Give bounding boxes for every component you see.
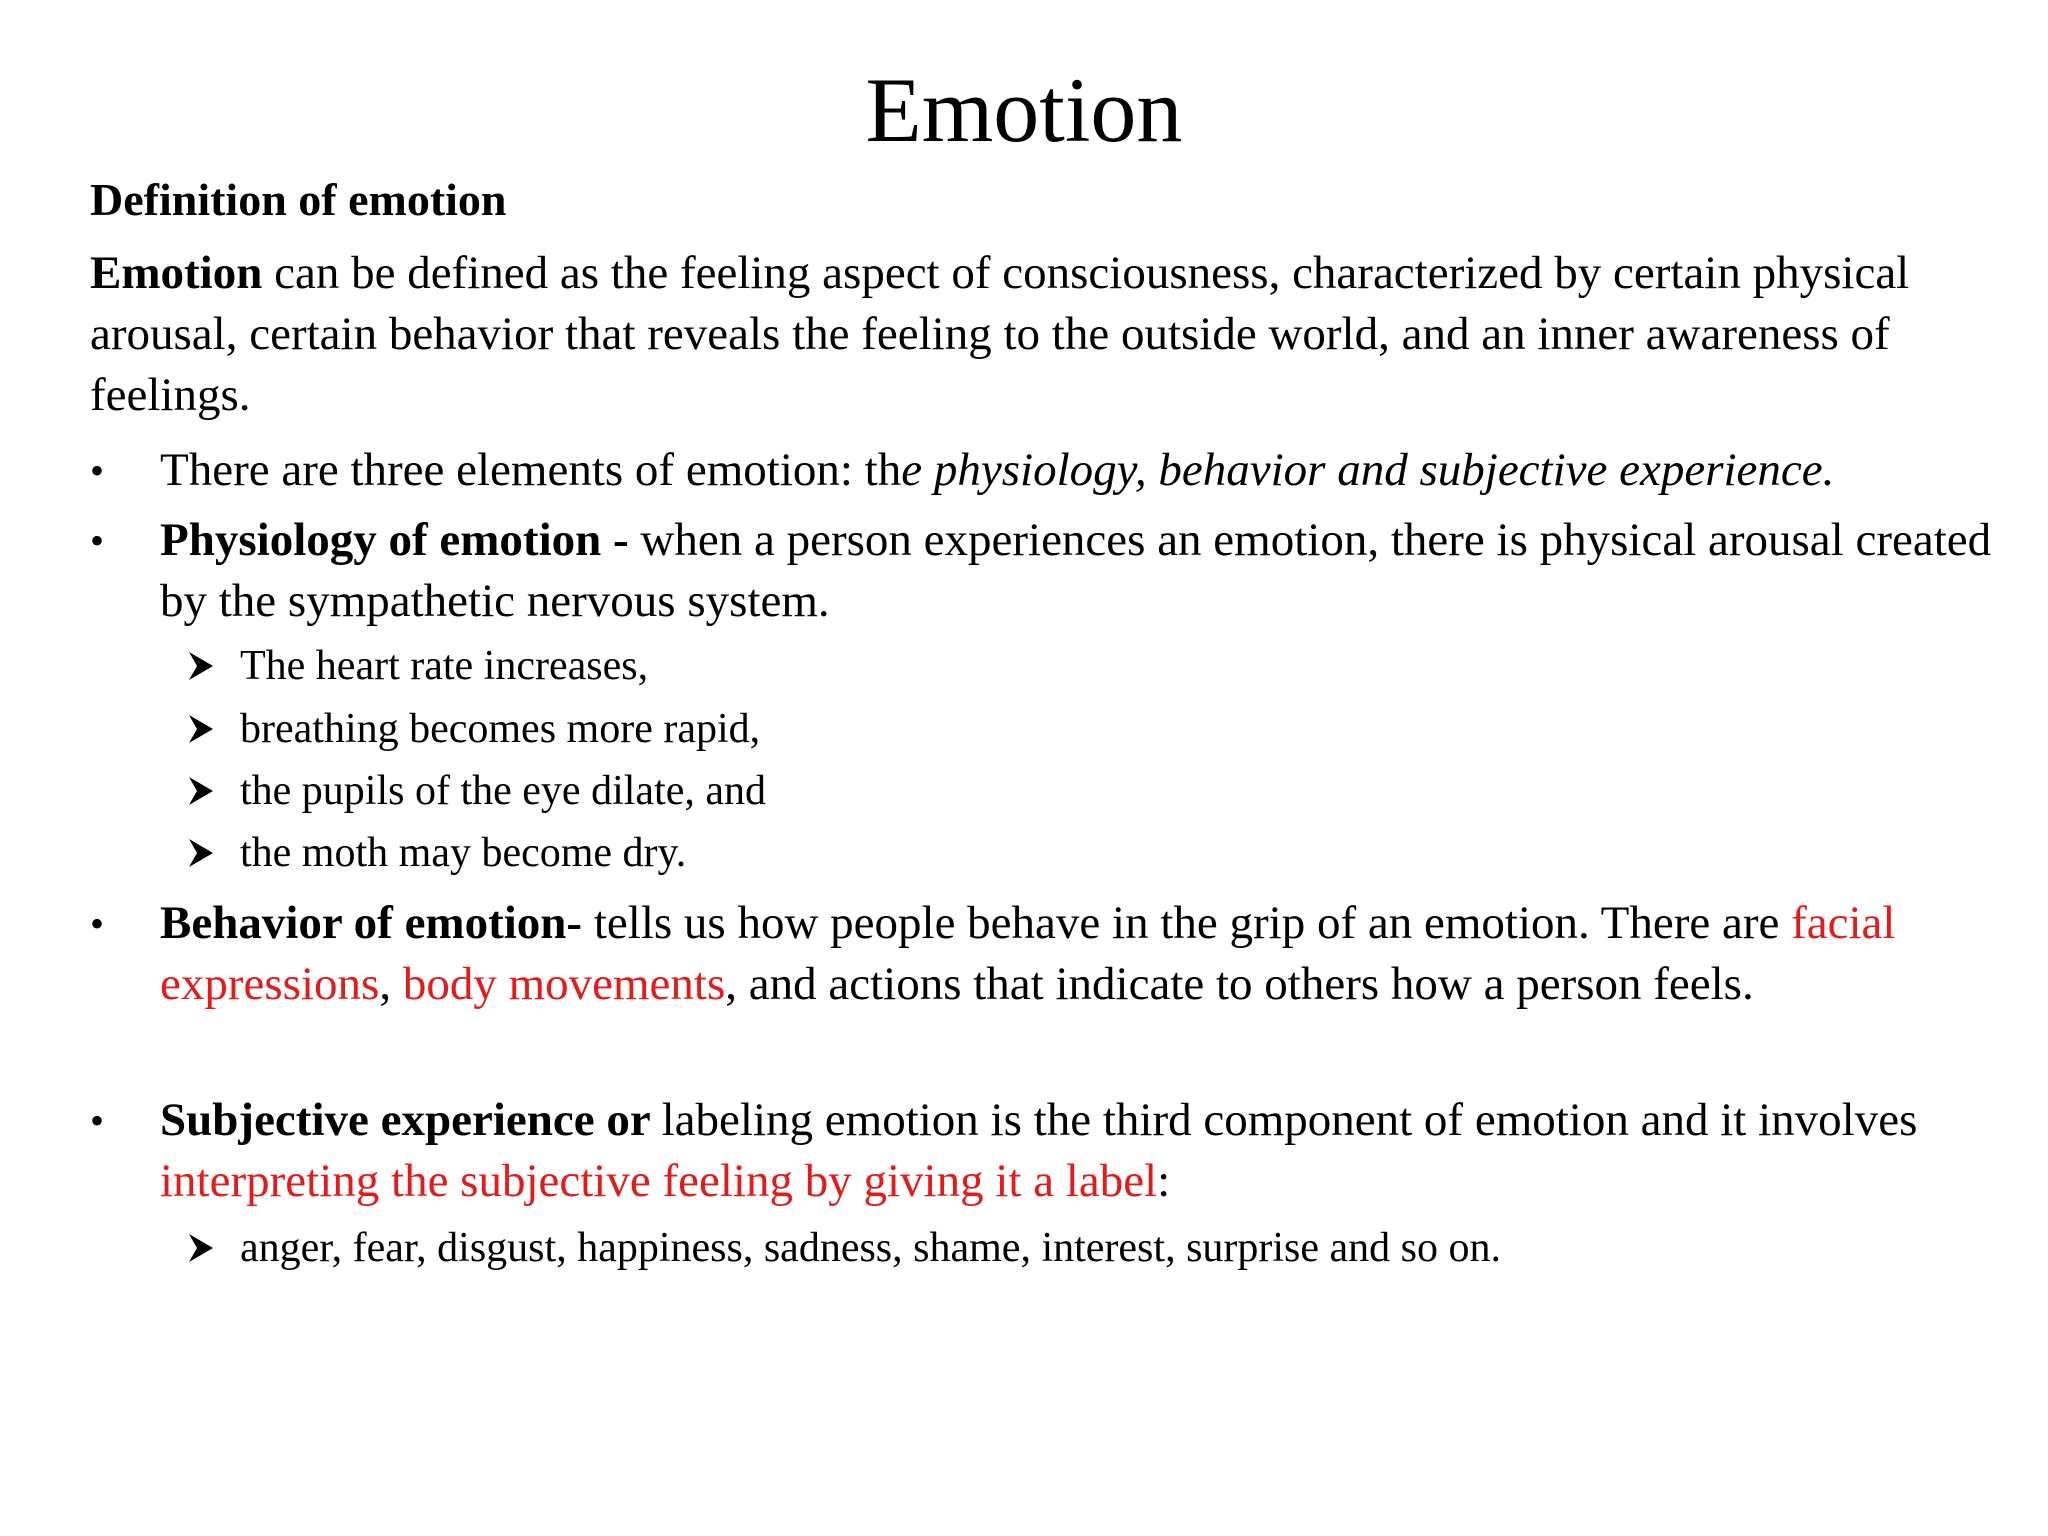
bullet-text	[160, 440, 2020, 501]
bullet-bold: Subjective experience or	[160, 1094, 662, 1146]
arrowhead-bullet-icon	[185, 827, 225, 879]
bullet-plain: when a person experiences an emotion, there is physical arousal created by the sympathetic nervous system.	[160, 514, 1992, 627]
bullet-plain: :	[1157, 1155, 1171, 1207]
bullet-dot-icon: •	[90, 518, 105, 563]
definition-text: can be defined as the feeling aspect of consciousness, characterized by certain physical arousal, certain behavior that reveals the feeling to the outside world, and an inner awareness of feelings.	[90, 247, 1910, 421]
bullet-plain: ,	[379, 958, 403, 1010]
bullet-plain: There are three elements of emotion: th	[160, 444, 902, 496]
bullet-italic: e physiology, behavior and subjective experience.	[901, 444, 1835, 496]
bullet-dot-icon: •	[90, 901, 105, 946]
highlight-facial-expressions: facial expressions	[160, 897, 1896, 1010]
bullet-plain: , and actions that indicate to others how a person feels.	[725, 958, 1754, 1010]
bullet-bold: Behavior of emotion-	[160, 897, 594, 949]
arrowhead-bullet-icon	[185, 640, 225, 692]
bullet-dot-icon: •	[90, 1098, 105, 1143]
slide-title: Emotion	[865, 59, 1183, 161]
arrowhead-bullet-icon	[185, 765, 225, 817]
highlight-body-movements: body movements	[402, 958, 726, 1010]
bullet-text	[160, 510, 2020, 632]
subitem-text: the moth may become dry.	[240, 830, 687, 876]
subitem-text: The heart rate increases,	[240, 643, 649, 689]
arrowhead-bullet-icon	[185, 703, 225, 755]
bullet-text	[160, 893, 2020, 1015]
subitem-text: anger, fear, disgust, happiness, sadness, shame, interest, surprise and so on.	[240, 1225, 1502, 1271]
bullet-text	[160, 1090, 2020, 1212]
highlight-interpreting-label: interpreting the subjective feeling by giving it a label	[160, 1155, 1158, 1207]
bullet-dot-icon: •	[90, 448, 105, 493]
bullet-bold: Physiology of emotion -	[160, 514, 641, 566]
definition-term: Emotion	[90, 247, 263, 299]
bullet-plain: labeling emotion is the third component of emotion and it involves	[661, 1094, 1918, 1146]
bullet-plain: tells us how people behave in the grip of an emotion. There are	[593, 897, 1792, 949]
subitem-text: the pupils of the eye dilate, and	[240, 768, 767, 814]
section-heading: Definition of emotion	[90, 174, 507, 225]
arrowhead-bullet-icon	[185, 1222, 225, 1274]
definition-paragraph	[90, 243, 1990, 426]
subitem-text: breathing becomes more rapid,	[240, 706, 761, 752]
